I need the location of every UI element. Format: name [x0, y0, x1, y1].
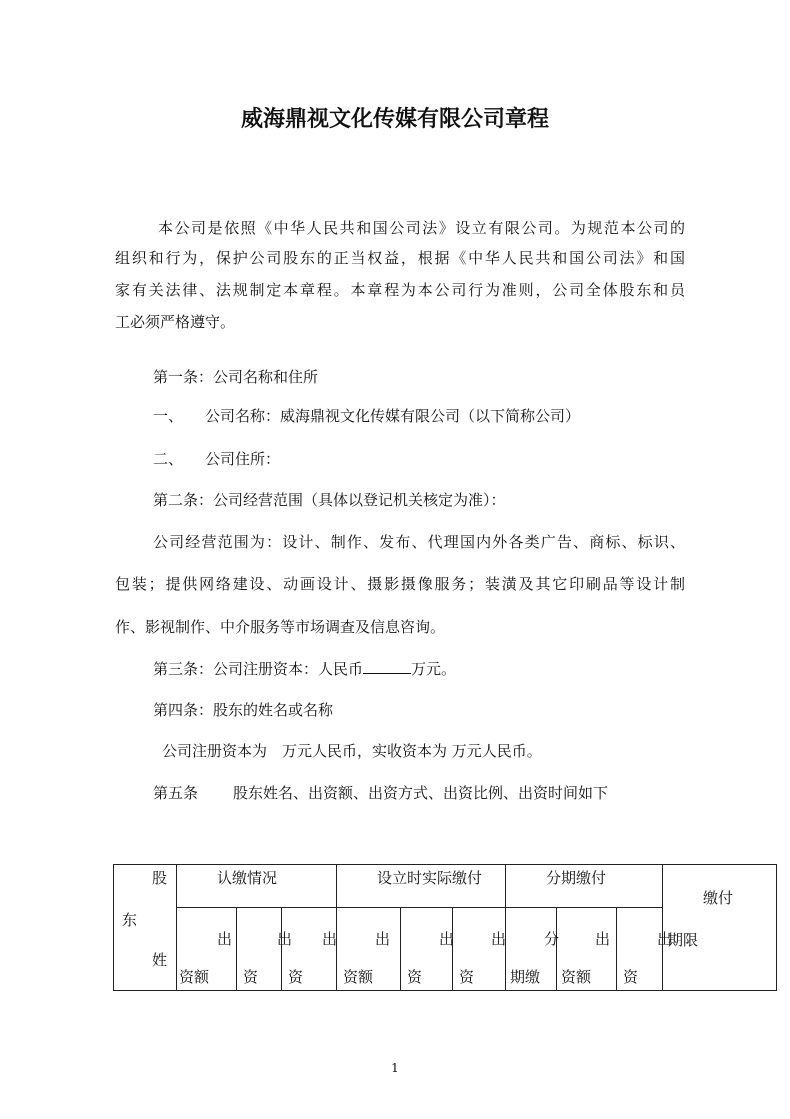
header-payment-deadline: [663, 865, 777, 991]
intro-line-3: 家有关法律、法规制定本章程。本章程为本公司行为准则，公司全体股东和员: [115, 281, 685, 299]
scope-line-3: 作、影视制作、中介服务等市场调查及信息咨询。: [115, 618, 446, 636]
sub-text: 资: [459, 968, 475, 987]
capital-amount-blank: [363, 659, 411, 674]
article-1-item-1-text: 公司名称：威海鼎视文化传媒有限公司（以下简称公司）: [205, 407, 581, 425]
sub-text: 资额: [179, 968, 210, 987]
sub-text: 资: [288, 968, 304, 987]
sub-text: 出: [595, 930, 611, 949]
sub-header-cell: [506, 908, 560, 991]
article-2-heading: 第二条：公司经营范围（具体以登记机关核定为准）：: [153, 491, 506, 509]
header-char: 东: [122, 911, 138, 929]
header-actual-paid: [337, 865, 506, 908]
header-text: 分期缴付: [546, 869, 607, 887]
shareholder-table: [113, 864, 777, 991]
capital-line: 公司注册资本为 万元人民币，实收资本为 万元人民币。: [162, 742, 542, 760]
sub-text: 资额: [561, 968, 592, 987]
article-4-heading: 第四条：股东的姓名或名称: [153, 701, 334, 719]
sub-text: 出: [491, 930, 507, 949]
sub-text: 出: [217, 930, 233, 949]
sub-text: 出: [375, 930, 391, 949]
article-1-item-2-num: 二、: [153, 450, 184, 468]
article-1-item-2-text: 公司住所：: [205, 450, 281, 468]
header-installment: [506, 865, 663, 908]
header-text: 期限: [668, 931, 699, 949]
header-text: 认缴情况: [217, 869, 278, 887]
header-char: 股: [152, 869, 168, 887]
intro-line-2: 组织和行为，保护公司股东的正当权益，根据《中华人民共和国公司法》和国: [115, 249, 685, 267]
sub-text: 资: [243, 968, 259, 987]
sub-text: 出: [657, 930, 673, 949]
sub-header-cell: [177, 908, 237, 991]
intro-line-1: 本公司是依照《中华人民共和国公司法》设立有限公司。为规范本公司的: [158, 219, 685, 237]
scope-line-2: 包装；提供网络建设、动画设计、摄影摄像服务；装潢及其它印刷品等设计制: [115, 575, 685, 593]
article-3-suffix: 万元。: [411, 660, 457, 678]
sub-text: 分: [544, 930, 560, 949]
sub-header-cell: [282, 908, 337, 991]
sub-header-cell: [557, 908, 617, 991]
sub-header-cell: [401, 908, 453, 991]
sub-text: 资: [623, 968, 639, 987]
sub-text: 期缴: [510, 968, 541, 987]
article-3: [153, 659, 456, 679]
sub-header-cell: [617, 908, 673, 991]
article-1-item-1-num: 一、: [153, 407, 184, 425]
sub-header-cell: [453, 908, 506, 991]
sub-header-cell: [337, 908, 401, 991]
header-char: 姓: [152, 951, 168, 969]
header-subscribed: [177, 865, 337, 908]
header-shareholder-name: [114, 865, 177, 991]
article-3-prefix: 第三条：公司注册资本：人民币: [153, 660, 364, 678]
article-1-heading: 第一条：公司名称和住所: [153, 368, 319, 386]
scope-line-1: 公司经营范围为：设计、制作、发布、代理国内外各类广告、商标、标识、: [153, 533, 685, 551]
sub-text: 出: [439, 930, 455, 949]
article-5-text: 股东姓名、出资额、出资方式、出资比例、出资时间如下: [233, 784, 609, 802]
sub-header-cell: [237, 908, 293, 991]
sub-text: 出: [277, 930, 293, 949]
header-text: 设立时实际缴付: [377, 869, 483, 887]
header-text: 缴付: [703, 889, 734, 907]
page-number: 1: [391, 1061, 399, 1075]
sub-text: 资: [407, 968, 423, 987]
article-5-label: 第五条: [153, 784, 199, 802]
document-title: 威海鼎视文化传媒有限公司章程: [240, 106, 549, 132]
sub-text: 出: [322, 930, 338, 949]
sub-text: 资额: [343, 968, 374, 987]
intro-line-4: 工必须严格遵守。: [115, 313, 236, 331]
